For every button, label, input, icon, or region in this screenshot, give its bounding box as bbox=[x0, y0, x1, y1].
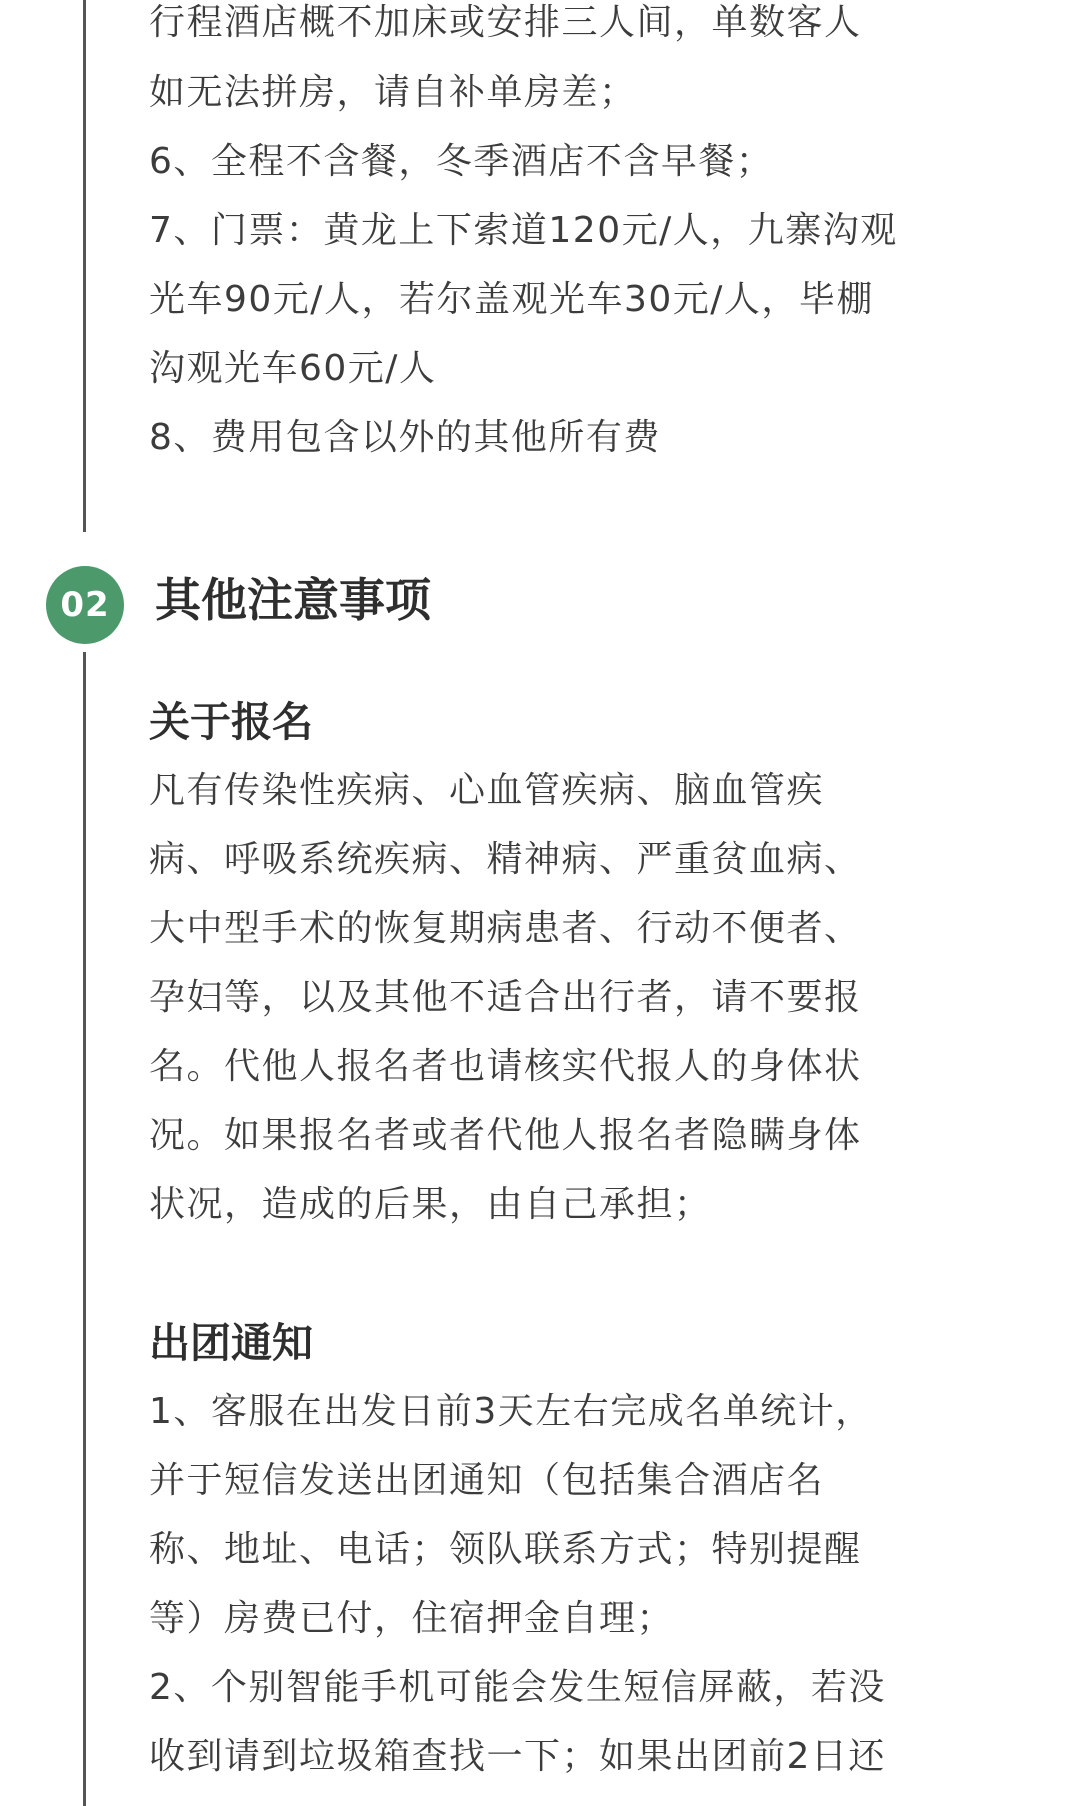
registration-line: 状况，造成的后果，由自己承担； bbox=[149, 1184, 712, 1225]
registration-line: 况。如果报名者或者代他人报名者隐瞒身体 bbox=[149, 1115, 862, 1156]
departure-notice-line: 并于短信发送出团通知（包括集合酒店名 bbox=[149, 1460, 825, 1501]
registration-line: 孕妇等，以及其他不适合出行者，请不要报 bbox=[149, 977, 862, 1018]
fee-note-line: 行程酒店概不加床或安排三人间，单数客人 bbox=[149, 2, 862, 43]
section-number-badge: 02 bbox=[46, 566, 124, 644]
departure-notice-line: 收到请到垃圾箱查找一下；如果出团前2日还 bbox=[149, 1736, 886, 1777]
registration-heading: 关于报名 bbox=[149, 698, 313, 746]
fee-note-line: 7、门票：黄龙上下索道120元/人，九寨沟观 bbox=[149, 210, 898, 251]
fee-note-line: 如无法拼房，请自补单房差； bbox=[149, 72, 637, 113]
fee-note-line: 沟观光车60元/人 bbox=[149, 348, 437, 389]
departure-notice-heading: 出团通知 bbox=[149, 1319, 313, 1367]
registration-line: 凡有传染性疾病、心血管疾病、脑血管疾 bbox=[149, 770, 825, 811]
section-title: 其他注意事项 bbox=[155, 573, 431, 627]
fee-note-line: 8、费用包含以外的其他所有费 bbox=[149, 417, 661, 458]
departure-notice-line: 1、客服在出发日前3天左右完成名单统计， bbox=[149, 1391, 873, 1432]
fee-note-line: 光车90元/人，若尔盖观光车30元/人，毕棚 bbox=[149, 279, 874, 320]
registration-line: 名。代他人报名者也请核实代报人的身体状 bbox=[149, 1046, 862, 1087]
departure-notice-line: 2、个别智能手机可能会发生短信屏蔽，若没 bbox=[149, 1667, 886, 1708]
timeline-line-upper bbox=[83, 0, 86, 532]
departure-notice-line: 称、地址、电话；领队联系方式；特别提醒 bbox=[149, 1529, 862, 1570]
departure-notice-line: 等）房费已付，住宿押金自理； bbox=[149, 1598, 675, 1639]
fee-note-line: 6、全程不含餐，冬季酒店不含早餐； bbox=[149, 141, 774, 182]
registration-line: 大中型手术的恢复期病患者、行动不便者、 bbox=[149, 908, 862, 949]
timeline-line-lower bbox=[83, 652, 86, 1806]
registration-line: 病、呼吸系统疾病、精神病、严重贫血病、 bbox=[149, 839, 862, 880]
